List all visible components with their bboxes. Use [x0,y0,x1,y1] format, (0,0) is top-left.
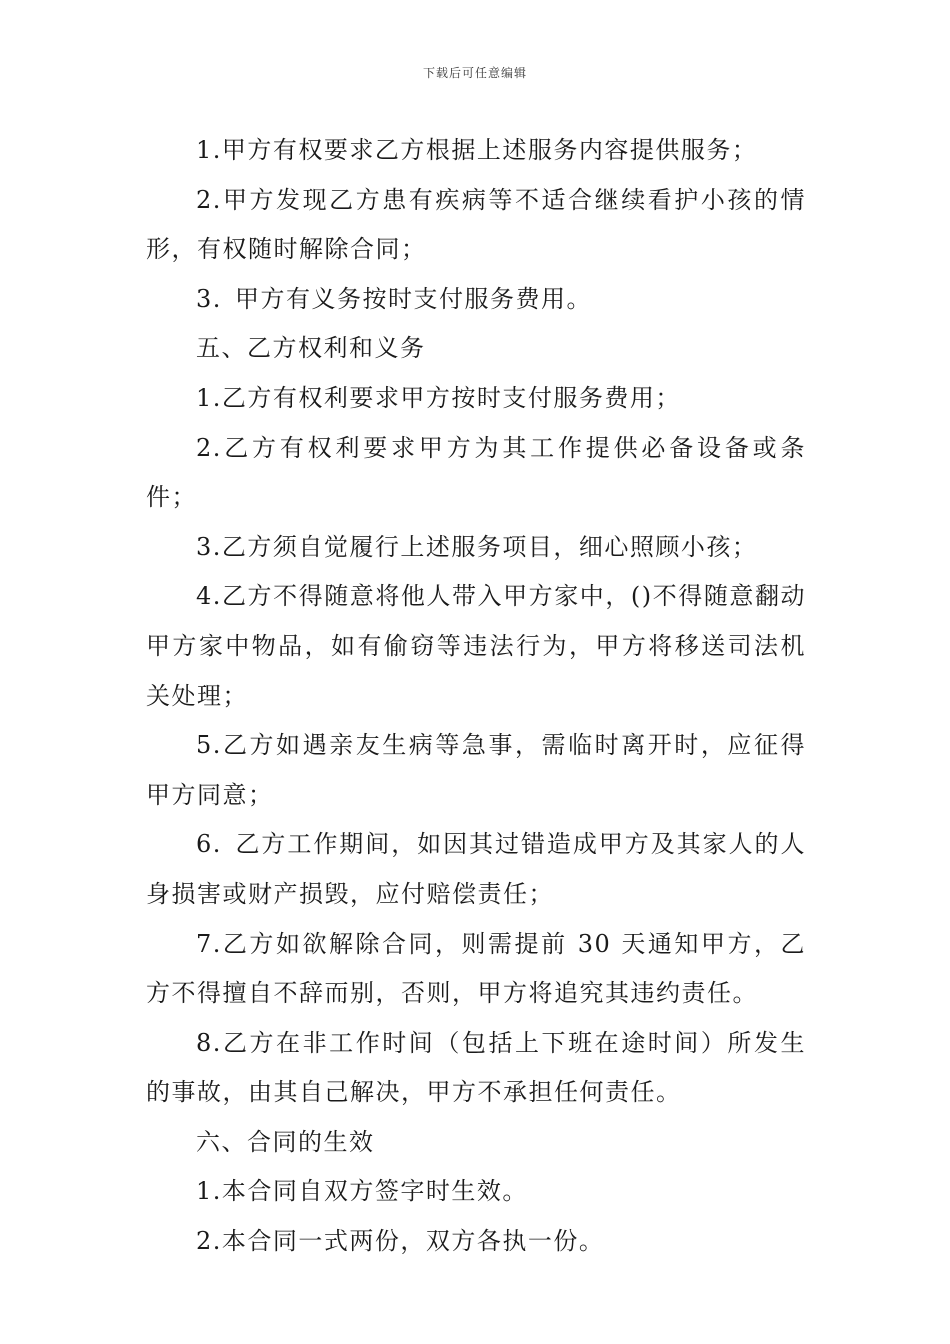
section-heading-6: 六、合同的生效 [196,1127,375,1156]
clause-b-4: 4.乙方不得随意将他人带入甲方家中，()不得随意翻动甲方家中物品，如有偷窃等违法行为，甲方将移送司法机关处理； [146,582,806,710]
clause-b-3: 3.乙方须自觉履行上述服务项目，细心照顾小孩； [196,532,758,561]
clause-b-8: 8.乙方在非工作时间（包括上下班在途时间）所发生的事故，由其自己解决，甲方不承担任何责任。 [146,1028,806,1107]
clause-b-6: 6. 乙方工作期间，如因其过错造成甲方及其家人的人身损害或财产损毁，应付赔偿责任； [146,830,806,908]
clause-c-2: 2.本合同一式两份，双方各执一份。 [196,1227,605,1256]
clause-b-5: 5.乙方如遇亲友生病等急事，需临时离开时，应征得甲方同意； [146,731,806,809]
clause-c-1: 1.本合同自双方签字时生效。 [196,1177,528,1206]
section-heading-5: 五、乙方权利和义务 [196,334,426,363]
clause-b-7: 7.乙方如欲解除合同，则需提前 30 天通知甲方，乙方不得擅自不辞而别，否则，甲方将追究其违约责任。 [146,929,806,1008]
document-body [146,126,806,1267]
clause-b-1: 1.乙方有权利要求甲方按时支付服务费用； [196,383,681,412]
clause-a-2: 2.甲方发现乙方患有疾病等不适合继续看护小孩的情形，有权随时解除合同； [146,185,806,264]
page-header: 下载后可任意编辑 [422,66,527,80]
clause-a-1: 1.甲方有权要求乙方根据上述服务内容提供服务； [196,136,758,164]
clause-a-3: 3. 甲方有义务按时支付服务费用。 [196,284,593,313]
clause-b-2: 2.乙方有权利要求甲方为其工作提供必备设备或条件； [146,433,806,512]
